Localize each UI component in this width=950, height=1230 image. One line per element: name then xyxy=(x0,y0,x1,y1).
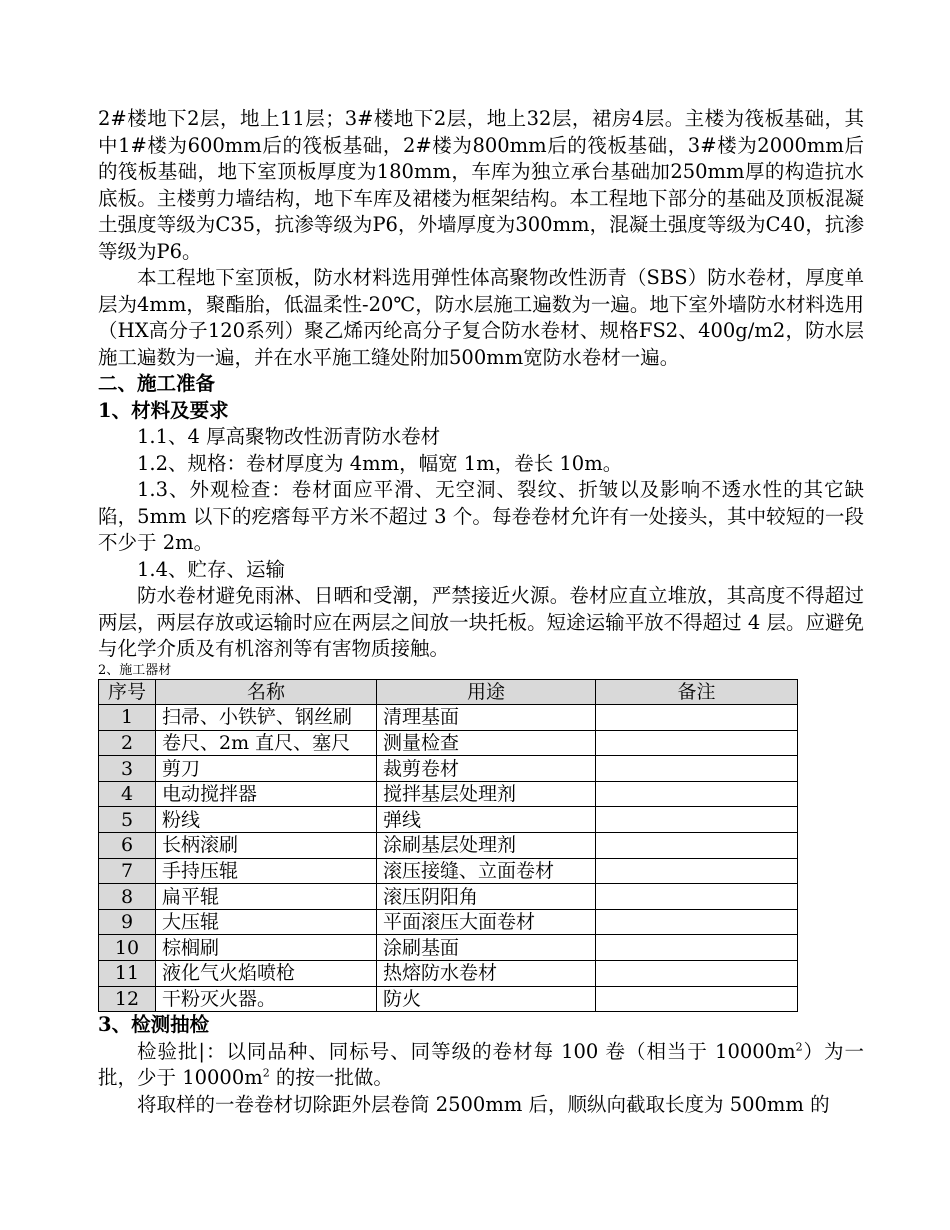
row-number: 2 xyxy=(99,730,156,756)
row-number: 7 xyxy=(99,858,156,884)
section-2-heading: 二、施工准备 xyxy=(98,372,216,395)
item-1-3: 1.3、外观检查：卷材面应平滑、无空洞、裂纹、折皱以及影响不透水性的其它缺陷，5mm 以下的疙瘩每平方米不超过 3 个。每卷卷材允许有一处接头，其中较短的一段不少于 2m。 xyxy=(98,478,864,554)
row-use: 弹线 xyxy=(377,807,596,833)
inspection-text-a: 检验批|：以同品种、同标号、同等级的卷材每 100 卷（相当于 10000m xyxy=(137,1039,796,1063)
row-note xyxy=(596,909,798,935)
row-name: 手持压辊 xyxy=(156,858,377,884)
row-use: 涂刷基层处理剂 xyxy=(377,833,596,859)
row-number: 5 xyxy=(99,807,156,833)
table-row xyxy=(99,986,798,1012)
header-no: 序号 xyxy=(99,679,156,705)
row-note xyxy=(596,858,798,884)
row-note xyxy=(596,705,798,731)
inspection-text-b: ）为一批，少于 10000m xyxy=(98,1039,864,1090)
row-use: 测量检查 xyxy=(377,730,596,756)
row-note xyxy=(596,935,798,961)
header-note: 备注 xyxy=(596,679,798,705)
table-row xyxy=(99,781,798,807)
row-number: 3 xyxy=(99,756,156,782)
header-name: 名称 xyxy=(156,679,377,705)
row-use: 防火 xyxy=(377,986,596,1012)
row-use: 裁剪卷材 xyxy=(377,756,596,782)
row-note xyxy=(596,961,798,987)
table-row xyxy=(99,858,798,884)
item-1-1: 1.1、4 厚高聚物改性沥青防水卷材 xyxy=(137,425,441,448)
intro-paragraph-1: 2#楼地下2层，地上11层；3#楼地下2层，地上32层，裙房4层。主楼为筏板基础，其中1#楼为600mm后的筏板基础，2#楼为800mm后的筏板基础，3#楼为2000mm后的筏板基础，地下室顶板厚度为180mm，车库为独立承台基础加250mm厚的构造抗水底板。主楼剪力墙结构，地下车库及裙楼为框架结构。本工程地下部分的基础及顶板混凝土强度等级为C35，抗渗等级为P6，外墙厚度为300mm，混凝土强度等级为C40，抗渗等级为P6。 xyxy=(98,107,864,263)
row-use: 滚压接缝、立面卷材 xyxy=(377,858,596,884)
row-number: 1 xyxy=(99,705,156,731)
row-number: 6 xyxy=(99,833,156,859)
row-number: 4 xyxy=(99,781,156,807)
row-note xyxy=(596,884,798,910)
table-row xyxy=(99,730,798,756)
row-note xyxy=(596,986,798,1012)
row-number: 11 xyxy=(99,961,156,987)
equipment-table xyxy=(98,679,798,1013)
inspection-text-c: 的按一批做。 xyxy=(269,1066,393,1090)
table-row xyxy=(99,935,798,961)
row-name: 长柄滚刷 xyxy=(156,833,377,859)
table-row xyxy=(99,807,798,833)
equipment-heading: 2、施工器材 xyxy=(98,662,172,678)
header-use: 用途 xyxy=(377,679,596,705)
table-header-row xyxy=(99,679,798,705)
row-name: 剪刀 xyxy=(156,756,377,782)
table-row xyxy=(99,961,798,987)
row-note xyxy=(596,781,798,807)
item-1-4-text: 防水卷材避免雨淋、日晒和受潮，严禁接近火源。卷材应直立堆放，其高度不得超过两层，两层存放或运输时应在两层之间放一块托板。短途运输平放不得超过 4 层。应避免与化学介质及有机溶剂等有害物质接触。 xyxy=(98,584,864,660)
row-note xyxy=(596,833,798,859)
row-name: 大压辊 xyxy=(156,909,377,935)
document-page xyxy=(98,106,864,1118)
row-name: 扁平辊 xyxy=(156,884,377,910)
row-number: 12 xyxy=(99,986,156,1012)
row-use: 热熔防水卷材 xyxy=(377,961,596,987)
superscript-2: 2 xyxy=(262,1066,270,1080)
table-row xyxy=(99,884,798,910)
item-1-2: 1.2、规格：卷材厚度为 4mm，幅宽 1m，卷长 10m。 xyxy=(137,451,623,475)
row-name: 液化气火焰喷枪 xyxy=(156,961,377,987)
row-note xyxy=(596,730,798,756)
superscript-1: 2 xyxy=(795,1040,803,1054)
table-row xyxy=(99,909,798,935)
section-3-heading: 3、检测抽检 xyxy=(98,1013,210,1037)
row-name: 扫帚、小铁铲、钢丝刷 xyxy=(156,705,377,731)
row-number: 8 xyxy=(99,884,156,910)
row-number: 9 xyxy=(99,909,156,935)
inspection-paragraph-2: 将取样的一卷卷材切除距外层卷筒 2500mm 后，顺纵向截取长度为 500mm 的 xyxy=(137,1092,830,1116)
row-use: 滚压阴阳角 xyxy=(377,884,596,910)
row-number: 10 xyxy=(99,935,156,961)
row-use: 搅拌基层处理剂 xyxy=(377,781,596,807)
table-row xyxy=(99,833,798,859)
row-use: 平面滚压大面卷材 xyxy=(377,909,596,935)
row-note xyxy=(596,807,798,833)
row-name: 干粉灭火器。 xyxy=(156,986,377,1012)
row-note xyxy=(596,756,798,782)
item-1-4: 1.4、贮存、运输 xyxy=(137,557,286,581)
row-name: 粉线 xyxy=(156,807,377,833)
row-use: 涂刷基面 xyxy=(377,935,596,961)
materials-heading: 1、材料及要求 xyxy=(98,398,229,422)
row-name: 卷尺、2m 直尺、塞尺 xyxy=(156,730,377,756)
inspection-paragraph-1 xyxy=(98,1039,864,1092)
table-row xyxy=(99,756,798,782)
row-name: 电动搅拌器 xyxy=(156,781,377,807)
row-name: 棕榈刷 xyxy=(156,935,377,961)
intro-paragraph-2: 本工程地下室顶板，防水材料选用弹性体高聚物改性沥青（SBS）防水卷材，厚度单层为4mm，聚酯胎，低温柔性-20℃，防水层施工遍数为一遍。地下室外墙防水材料选用（HX高分子120系列）聚乙烯丙纶高分子复合防水卷材、规格FS2、400g/m2，防水层施工遍数为一遍，并在水平施工缝处附加500mm宽防水卷材一遍。 xyxy=(98,266,864,369)
table-row xyxy=(99,705,798,731)
row-use: 清理基面 xyxy=(377,705,596,731)
